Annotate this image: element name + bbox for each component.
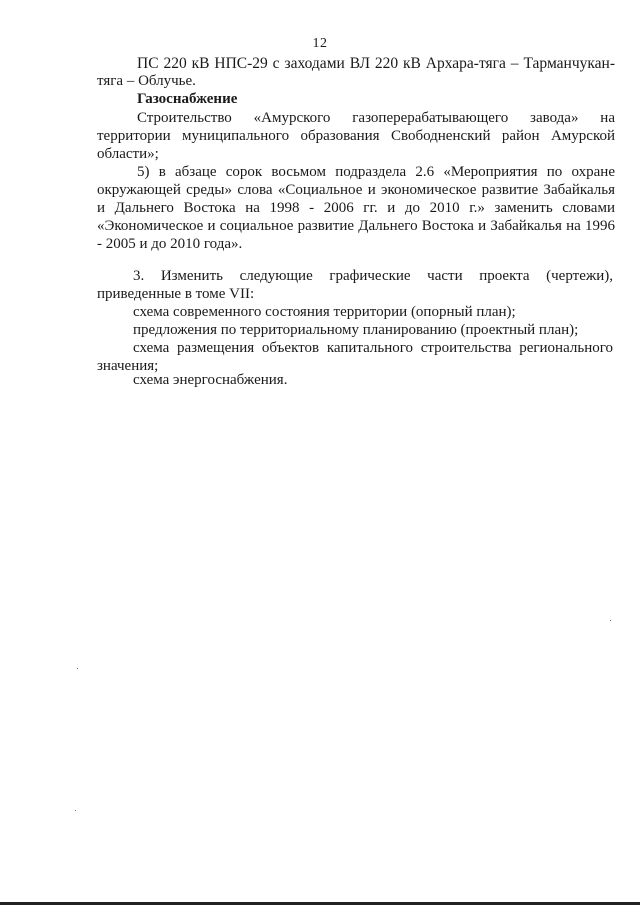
list-item: схема размещения объектов капитального строительства регионального xyxy=(133,340,613,356)
scan-speck xyxy=(77,668,78,669)
list-item: схема современного состояния территории (опорный план); xyxy=(133,304,516,320)
list-item-continuation: значения; xyxy=(97,358,159,374)
text-line xyxy=(133,268,613,285)
paragraph-line: 3. Изменить следующие графические части проекта (чертежи), xyxy=(133,268,613,284)
paragraph-line: окружающей среды» слова «Социальное и экономическое развитие Забайкалья xyxy=(97,182,615,198)
paragraph-line: территории муниципального образования Свободненский район Амурской xyxy=(97,128,615,144)
text-line xyxy=(133,340,613,357)
paragraph-line: «Экономическое и социальное развитие Дальнего Востока и Забайкалья на 1996 xyxy=(97,218,615,234)
paragraph-line: ПС 220 кВ НПС-29 с заходами ВЛ 220 кВ Архара-тяга – Тарманчукан- xyxy=(137,55,615,72)
paragraph-line: области»; xyxy=(97,146,159,162)
section-heading: Газоснабжение xyxy=(137,91,238,107)
text-line xyxy=(97,200,615,217)
scan-speck xyxy=(610,620,611,621)
paragraph-line: - 2005 и до 2010 года». xyxy=(97,236,243,252)
list-item: схема энергоснабжения. xyxy=(133,372,288,388)
text-line xyxy=(137,110,615,127)
text-line xyxy=(97,182,615,199)
text-line xyxy=(97,218,615,235)
paragraph-line: 5) в абзаце сорок восьмом подраздела 2.6 «Мероприятия по охране xyxy=(137,164,615,180)
scan-speck xyxy=(75,810,76,811)
list-item: предложения по территориальному планированию (проектный план); xyxy=(133,322,579,338)
paragraph-line: приведенные в томе VII: xyxy=(97,286,255,302)
paragraph-line: и Дальнего Востока на 1998 - 2006 гг. и до 2010 г.» заменить словами xyxy=(97,200,615,216)
text-line xyxy=(137,55,615,73)
page-number: 12 xyxy=(312,36,328,51)
text-line xyxy=(97,128,615,145)
paragraph-line: тяга – Облучье. xyxy=(97,73,196,89)
paragraph-line: Строительство «Амурского газоперерабатывающего завода» на xyxy=(137,110,615,126)
text-line xyxy=(137,164,615,181)
